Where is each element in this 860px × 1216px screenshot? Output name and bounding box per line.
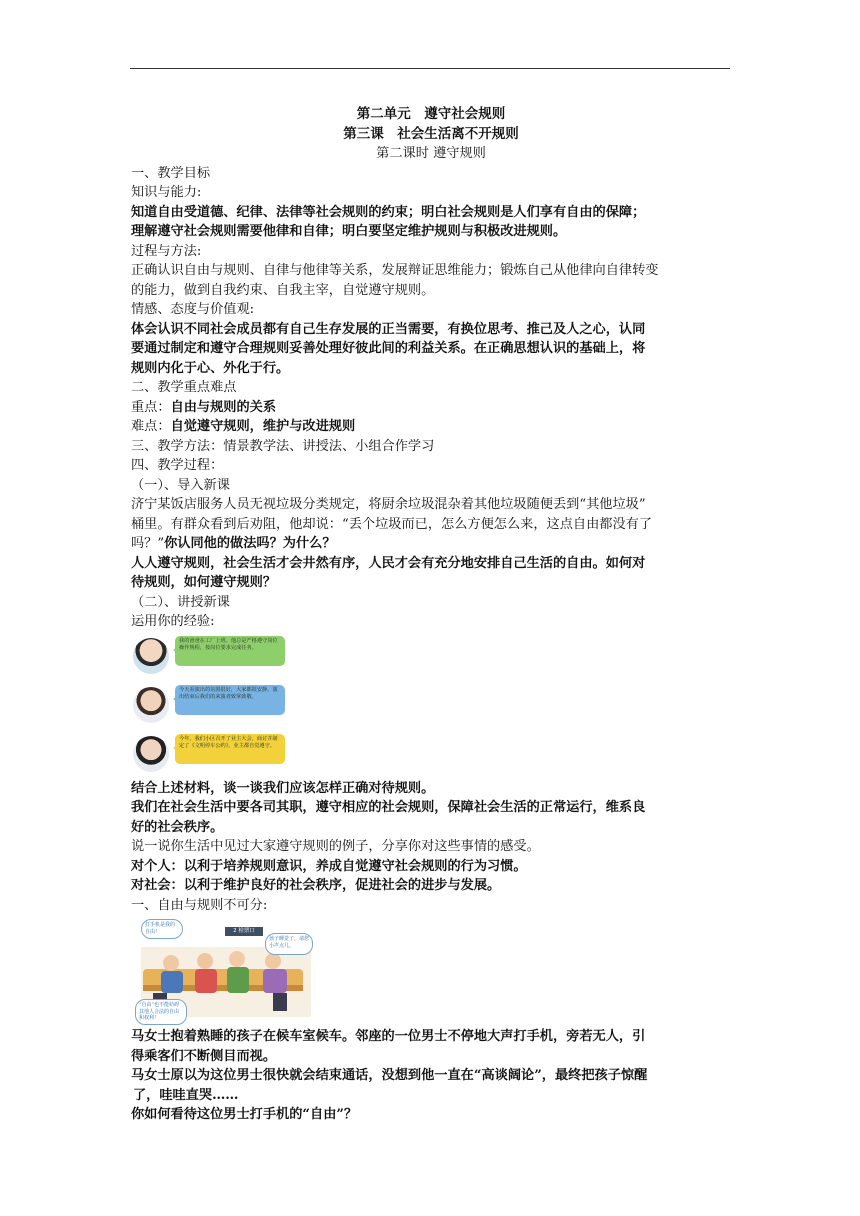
speech-bubble: 打手机是我的自由！ (141, 919, 183, 939)
intro-line: 济宁某饭店服务人员无视垃圾分类规定，将厨余垃圾混杂着其他垃圾随便丢到“其他垃圾” (131, 497, 646, 512)
focus-line (131, 398, 731, 418)
attitude-line: 体会认识不同社会成员都有自己生存发展的正当需要，有换位思考、推己及人之心，认同 (131, 321, 646, 337)
period-title: 第二课时 遵守规则 (376, 146, 486, 161)
chat-answer-line: 好的社会秩序。 (131, 819, 224, 835)
intro-line: 桶里。有群众看到后劝阻，他却说：“丢个垃圾而已，怎么方便怎么来，这点自由都没有了 (131, 516, 653, 532)
avatar (133, 736, 169, 772)
process-heading: 四、教学过程： (131, 458, 224, 473)
attitude-label: 情感、态度与价值观: (131, 302, 255, 317)
speech-bubble: 今天看演出的氛围很好，大家都很安静，演出结束后我们的来演者致掌致敬。 (175, 685, 285, 715)
knowledge-line: 理解遵守社会规则需要他律和自律；明白要坚定维护规则与积极改进规则。 (131, 224, 567, 239)
speech-bubble: 孩子睡觉了，请您小声点儿。 (265, 933, 313, 955)
gate-sign: 2 检票口 (225, 927, 263, 936)
society-line: 对社会：以利于维护良好的社会秩序，促进社会的进步与发展。 (131, 878, 501, 893)
keypoints-heading: 二、教学重点难点 (131, 380, 237, 395)
attitude-line: 要通过制定和遵守合理规则妥善处理好彼此间的利益关系。在正确思想认识的基础上，将 (131, 341, 646, 356)
knowledge-label: 知识与能力: (131, 185, 202, 200)
freedom-heading: 一、自由与规则不可分: (131, 897, 268, 913)
chat-item (131, 632, 731, 681)
intro-answer-line: 人人遵守规则，社会生活才会井然有序，人民才会有充分地安排自己生活的自由。如何对 (131, 555, 646, 571)
speech-bubble: “自由”也不能妨碍其他人合法的自由和权利！ (135, 999, 187, 1025)
chat-item (131, 681, 731, 730)
speech-bubble: 今年，我们小区召开了业主大会，商讨并制定了《文明停车公约》，业主都自觉遵守。 (175, 734, 285, 764)
difficulty-label: 难点： (131, 419, 171, 434)
avatar (133, 638, 169, 674)
lesson-title: 第三课 社会生活离不开规则 (343, 125, 519, 142)
speech-bubble: 我的爸爸在工厂上班。他总是严格遵守岗位操作规程，按岗位要求完成任务。 (175, 636, 285, 666)
attitude-line: 规则内化于心、外化于行。 (131, 360, 290, 376)
methods-line: 三、教学方法：情景教学法、讲授法、小组合作学习 (131, 438, 435, 454)
story-line: 得乘客们不断侧目而视。 (131, 1048, 277, 1064)
document-page (131, 105, 731, 1125)
difficulty-text: 自觉遵守规则，维护与改进规则 (170, 419, 356, 434)
difficulty-line (131, 417, 731, 437)
intro-heading: （一）、导入新课 (131, 477, 230, 493)
focus-text: 自由与规则的关系 (170, 399, 277, 415)
chat-question: 结合上述材料，谈一谈我们应该怎样正确对待规则。 (131, 780, 435, 796)
process-line: 正确认识自由与规则、自律与他律等关系，发展辩证思维能力；锻炼自己从他律向自律转变 (131, 263, 659, 278)
focus-label: 重点： (131, 399, 171, 415)
personal-line: 对个人：以利于培养规则意识，养成自觉遵守社会规则的行为习惯。 (131, 858, 527, 874)
intro-question: 你认同他的做法吗？为什么？ (164, 536, 336, 551)
unit-title: 第二单元 遵守社会规则 (356, 106, 506, 122)
share-prompt: 说一说你生活中见过大家遵守规则的例子，分享你对这些事情的感受。 (131, 839, 540, 854)
knowledge-line: 知道自由受道德、纪律、法律等社会规则的约束；明白社会规则是人们享有自由的保障； (131, 204, 646, 220)
goals-heading: 一、教学目标 (131, 165, 211, 181)
story-question: 你如何看待这位男士打手机的“自由”？ (131, 1107, 358, 1122)
intro-answer-line: 待规则，如何遵守规则？ (131, 575, 277, 590)
teach-heading: （二）、讲授新课 (131, 594, 230, 610)
intro-quote-end: 吗？” (131, 536, 165, 551)
process-line: 的能力，做到自我约束、自我主宰，自觉遵守规则。 (131, 282, 435, 298)
avatar (133, 687, 169, 723)
story-line: 马女士抱着熟睡的孩子在候车室候车。邻座的一位男士不停地大声打手机，旁若无人，引 (131, 1029, 646, 1044)
intro-line (131, 534, 731, 554)
experience-label: 运用你的经验: (131, 614, 215, 629)
story-line: 了，哇哇直哭…… (133, 1087, 239, 1103)
story-line: 马女士原以为这位男士很快就会结束通话，没想到他一直在“高谈阔论”，最终把孩子惊醒 (131, 1068, 648, 1083)
header-rule (130, 68, 730, 69)
chat-item (131, 730, 731, 779)
process-label: 过程与方法: (131, 243, 202, 259)
waiting-room-illustration (133, 917, 315, 1025)
chat-answer-line: 我们在社会生活中要各司其职，遵守相应的社会规则，保障社会生活的正常运行，维系良 (131, 800, 646, 815)
